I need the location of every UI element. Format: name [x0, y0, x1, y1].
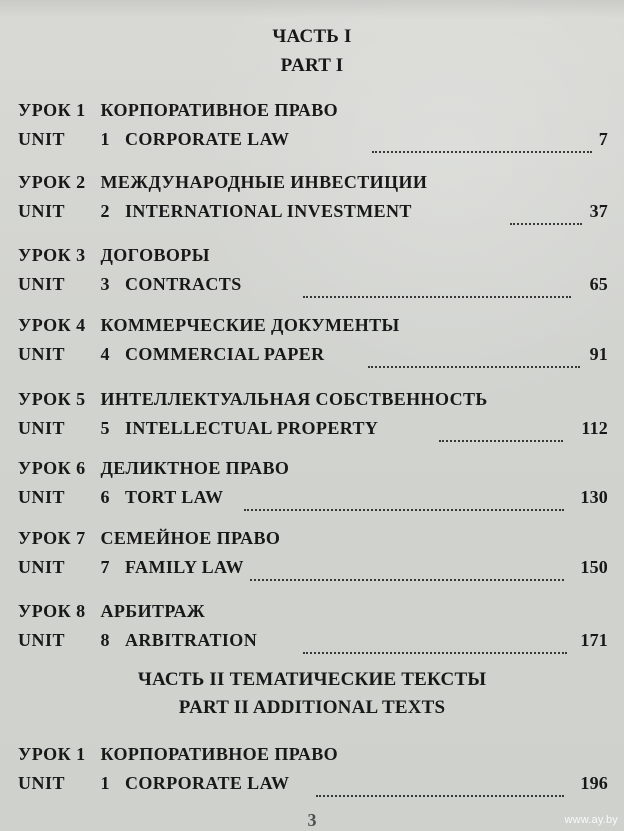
russian-unit-prefix: УРОК 6 [18, 458, 86, 478]
english-unit-number: 8 [100, 630, 110, 650]
english-unit-prefix: UNIT [18, 129, 66, 149]
russian-unit-title: КОРПОРАТИВНОЕ ПРАВО [100, 744, 339, 764]
russian-unit-title: ДЕЛИКТНОЕ ПРАВО [100, 458, 290, 478]
page-number: 130 [580, 487, 608, 507]
russian-unit-prefix: УРОК 5 [18, 389, 86, 409]
toc-entry-7[interactable] [18, 528, 608, 601]
english-unit-title: ARBITRATION [125, 630, 258, 650]
dot-leader [510, 201, 582, 225]
table-of-contents [18, 100, 608, 671]
russian-unit-line [18, 458, 289, 479]
toc-entry-2[interactable] [18, 172, 608, 245]
english-unit-line [18, 487, 223, 508]
dot-leader [303, 630, 567, 654]
russian-unit-line [18, 172, 427, 193]
footer-page-number: 3 [307, 810, 317, 830]
part-two-english-title: PART II ADDITIONAL TEXTS [178, 697, 446, 718]
russian-unit-prefix: УРОК 7 [18, 528, 86, 548]
english-unit-line [18, 274, 242, 295]
english-unit-prefix: UNIT [18, 557, 66, 577]
english-unit-prefix: UNIT [18, 773, 66, 793]
part-two-russian-title: ЧАСТЬ II ТЕМАТИЧЕСКИЕ ТЕКСТЫ [137, 669, 487, 690]
russian-unit-line [18, 528, 280, 549]
russian-unit-title: МЕЖДУНАРОДНЫЕ ИНВЕСТИЦИИ [100, 172, 428, 192]
english-unit-line [18, 344, 325, 365]
russian-unit-prefix: УРОК 2 [18, 172, 86, 192]
english-unit-number: 7 [100, 557, 110, 577]
english-unit-prefix: UNIT [18, 201, 66, 221]
english-unit-title: CORPORATE LAW [125, 129, 290, 149]
english-unit-title: CORPORATE LAW [125, 773, 290, 793]
english-unit-line [18, 129, 289, 150]
english-unit-number: 6 [100, 487, 110, 507]
english-unit-number: 4 [100, 344, 110, 364]
toc-entry-3[interactable] [18, 245, 608, 315]
russian-unit-prefix: УРОК 3 [18, 245, 86, 265]
dot-leader [316, 773, 564, 797]
page-number: 196 [580, 773, 608, 793]
english-unit-line [18, 418, 378, 439]
page-number: 171 [580, 630, 608, 650]
russian-unit-line [18, 389, 488, 410]
page-number: 112 [581, 418, 608, 438]
russian-unit-title: ИНТЕЛЛЕКТУАЛЬНАЯ СОБСТВЕННОСТЬ [100, 389, 488, 409]
english-unit-number: 3 [100, 274, 110, 294]
english-unit-number: 1 [100, 773, 110, 793]
russian-unit-line [18, 315, 400, 336]
english-unit-line [18, 773, 289, 794]
russian-unit-title: ДОГОВОРЫ [100, 245, 210, 265]
english-unit-line [18, 201, 412, 222]
russian-unit-title: СЕМЕЙНОЕ ПРАВО [100, 528, 281, 548]
english-unit-line [18, 630, 257, 651]
russian-unit-title: КОММЕРЧЕСКИЕ ДОКУМЕНТЫ [100, 315, 400, 335]
part-two-toc-entry-1[interactable] [18, 744, 608, 814]
toc-entry-8[interactable] [18, 601, 608, 671]
dot-leader [368, 344, 580, 368]
dot-leader [250, 557, 564, 581]
english-unit-title: COMMERCIAL PAPER [125, 344, 325, 364]
toc-entry-4[interactable] [18, 315, 608, 389]
page-number: 7 [598, 129, 608, 149]
dot-leader [244, 487, 564, 511]
page-number: 37 [589, 201, 608, 221]
english-unit-number: 2 [100, 201, 110, 221]
russian-unit-line [18, 744, 338, 765]
dot-leader [439, 418, 563, 442]
toc-entry-1[interactable] [18, 100, 608, 172]
part-two-heading [0, 666, 624, 722]
site-watermark: www.ay.by [564, 814, 618, 826]
russian-unit-prefix: УРОК 8 [18, 601, 86, 621]
russian-unit-title: АРБИТРАЖ [100, 601, 206, 621]
dot-leader [303, 274, 571, 298]
russian-unit-line [18, 245, 210, 266]
russian-unit-prefix: УРОК 1 [18, 744, 86, 764]
russian-unit-prefix: УРОК 1 [18, 100, 86, 120]
page-number: 91 [589, 344, 608, 364]
russian-unit-title: КОРПОРАТИВНОЕ ПРАВО [100, 100, 339, 120]
dot-leader [372, 129, 592, 153]
english-unit-prefix: UNIT [18, 274, 66, 294]
english-unit-title: INTERNATIONAL INVESTMENT [125, 201, 412, 221]
english-unit-title: FAMILY LAW [125, 557, 244, 577]
english-unit-prefix: UNIT [18, 418, 66, 438]
english-unit-title: TORT LAW [125, 487, 224, 507]
toc-entry-6[interactable] [18, 458, 608, 528]
english-unit-title: INTELLECTUAL PROPERTY [125, 418, 379, 438]
russian-unit-line [18, 601, 205, 622]
page-top-shadow [0, 0, 624, 18]
toc-entry-5[interactable] [18, 389, 608, 458]
english-unit-prefix: UNIT [18, 344, 66, 364]
part-two-toc [18, 744, 608, 814]
english-unit-prefix: UNIT [18, 487, 66, 507]
part-one-heading [0, 22, 624, 80]
russian-unit-line [18, 100, 338, 121]
page-number: 150 [580, 557, 608, 577]
russian-unit-prefix: УРОК 4 [18, 315, 86, 335]
english-unit-number: 1 [100, 129, 110, 149]
english-unit-prefix: UNIT [18, 630, 66, 650]
english-unit-title: CONTRACTS [125, 274, 242, 294]
english-unit-number: 5 [100, 418, 110, 438]
page-number: 65 [589, 274, 608, 294]
part-one-english-title: PART I [280, 55, 344, 76]
english-unit-line [18, 557, 244, 578]
part-one-russian-title: ЧАСТЬ I [272, 26, 352, 47]
